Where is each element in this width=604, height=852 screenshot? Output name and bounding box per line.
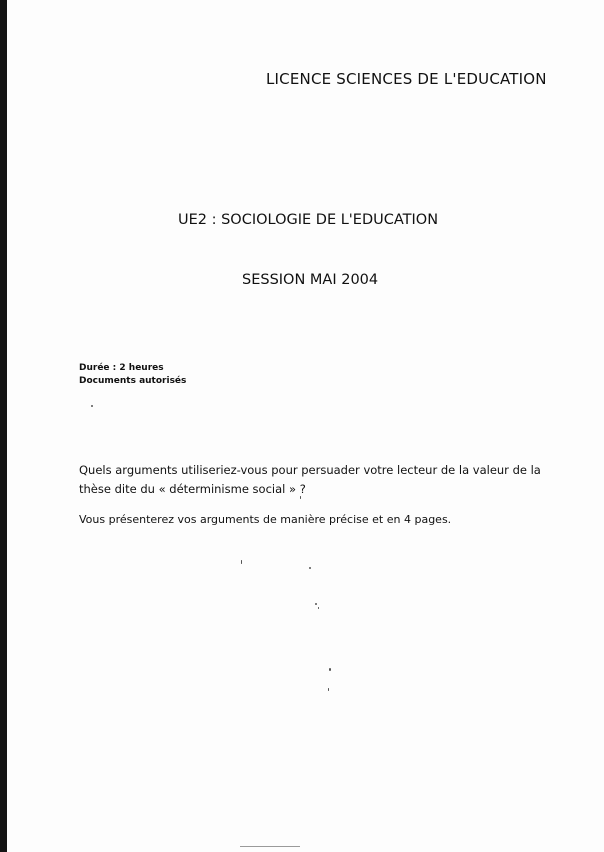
scan-speck bbox=[241, 560, 242, 564]
duration-text: Durée : 2 heures bbox=[79, 363, 164, 373]
scan-speck bbox=[329, 668, 331, 671]
question-line-1: Quels arguments utiliseriez-vous pour persuader votre lecteur de la valeur de la bbox=[79, 463, 541, 477]
scan-speck bbox=[300, 496, 301, 499]
program-title: LICENCE SCIENCES DE L'EDUCATION bbox=[266, 70, 547, 88]
exam-question bbox=[79, 461, 559, 499]
scan-speck bbox=[328, 688, 329, 691]
documents-text: Documents autorisés bbox=[79, 376, 187, 386]
scan-speck bbox=[91, 405, 93, 407]
scan-speck bbox=[309, 567, 311, 569]
exam-conditions bbox=[79, 362, 186, 388]
scan-speck bbox=[318, 607, 319, 609]
scan-left-edge bbox=[0, 0, 7, 852]
scan-bottom-mark bbox=[240, 846, 300, 847]
exam-instruction: Vous présenterez vos arguments de manière précise et en 4 pages. bbox=[79, 513, 452, 526]
course-title: UE2 : SOCIOLOGIE DE L'EDUCATION bbox=[178, 212, 439, 228]
question-line-2: thèse dite du « déterminisme social » ? bbox=[79, 482, 306, 496]
session-title: SESSION MAI 2004 bbox=[242, 272, 379, 288]
scan-speck bbox=[315, 603, 317, 605]
